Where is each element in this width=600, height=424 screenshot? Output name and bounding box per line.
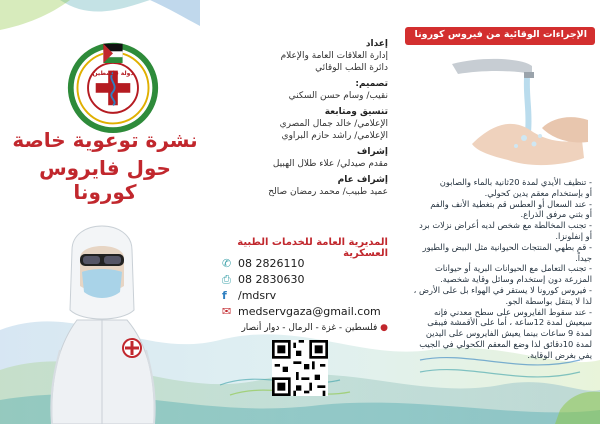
- credit-design: تصميم: نقيب/ وسام حسن السكني: [288, 79, 388, 101]
- tip-line: يفي بغرض الوقاية.: [527, 349, 592, 360]
- tip-line: المزرعة دون إستخدام وسائل وقاية شخصية.: [440, 274, 592, 285]
- location-pin-icon: ●: [380, 323, 388, 333]
- fax-contact[interactable]: [222, 273, 382, 287]
- credit-coordination: تنسيق ومتابعة الإعلامي/ خالد جمال المصري الإعلامي/ راشد حازم البراوي: [279, 107, 388, 141]
- email-icon: ✉: [222, 305, 232, 318]
- banner-title: الإجراءات الوقائية من فيروس كورونا: [414, 29, 587, 40]
- tip-line: - عند السعال أو العطس قم بتغطية الأنف والفم: [430, 198, 592, 209]
- credit-prepared-by: إعداد إدارة العلاقات العامة والإعلام دائرة الطب الوقائي: [280, 39, 388, 73]
- tip-line: أو إنفلونزا.: [555, 230, 592, 241]
- tip-line: لمدة 9 ساعات بينما يعيش الفايروس على اليدين: [425, 328, 592, 339]
- military-medical-logo: [65, 38, 161, 134]
- cover-title-line2: حول فايروس كورونا: [39, 156, 171, 204]
- address-text: فلسطين - غزة - الرمال - دوار أنصار: [241, 323, 378, 333]
- credits-list: [212, 38, 388, 202]
- tip-line: - عند سقوط الفايروس على سطح معدني فإنه: [434, 306, 592, 317]
- handwashing-image: [412, 48, 590, 172]
- facebook-handle: /mdsrv: [238, 289, 277, 302]
- organization-name: المديرية العامة للخدمات الطبية العسكرية: [237, 237, 388, 259]
- tip-line: لمدة 10دقائق لذا وضع المعقم الكحولي في الجيب: [419, 338, 592, 349]
- phone-number: 08 2826110: [238, 257, 305, 270]
- email-contact[interactable]: [222, 305, 382, 318]
- protective-suit-person-image: [22, 190, 182, 424]
- cover-panel: [0, 0, 200, 424]
- facebook-icon: f: [222, 289, 227, 302]
- fax-icon: ⎙: [222, 273, 231, 286]
- address-line: [212, 323, 388, 333]
- credit-general-supervision: إشراف عام عميد طبيب/ محمد رمضان صالح: [268, 175, 388, 197]
- qr-code[interactable]: [272, 340, 328, 396]
- tip-line: أو بثني مرفق الذراع.: [520, 209, 592, 220]
- credit-supervision: إشراف مقدم صيدلي/ علاء طلال الهبيل: [272, 147, 388, 169]
- prevention-tips-list: [408, 177, 592, 361]
- tip-line: لذا لا ينتقل بواسطة الجو.: [505, 295, 592, 306]
- tip-line: - قم بطهي المنتجات الحيوانية مثل البيض والطيور: [422, 241, 592, 252]
- prevention-banner: [405, 27, 595, 45]
- tip-line: أو بإستخدام معقم يدين كحولي.: [484, 187, 592, 198]
- phone-contact[interactable]: [222, 257, 382, 270]
- tip-line: - تجنب المخالطة مع شخص لديه أعراض نزلات برد: [419, 220, 592, 231]
- logo-caption: دولة فلسطين: [92, 70, 134, 77]
- facebook-contact[interactable]: [222, 289, 382, 302]
- tip-line: - تجنب التعامل مع الحيوانات البرية أو حيوانات: [434, 263, 592, 274]
- phone-icon: ✆: [222, 257, 232, 270]
- tip-line: سيعيش لمدة 12ساعة ، أما على الأقمشة فيبقى: [427, 317, 592, 328]
- tip-line: - فيروس كورونا لا يستقر في الهواء بل على الأرض ،: [413, 284, 592, 295]
- email-address: medservgaza@gmail.com: [238, 305, 381, 318]
- fax-number: 08 2830630: [238, 273, 305, 286]
- cover-title-line1: نشرة توعوية خاصة: [12, 128, 198, 152]
- tip-line: - تنظيف الأيدي لمدة 20ثانية بالماء والصابون: [439, 177, 592, 187]
- tip-line: جيداً.: [575, 252, 592, 263]
